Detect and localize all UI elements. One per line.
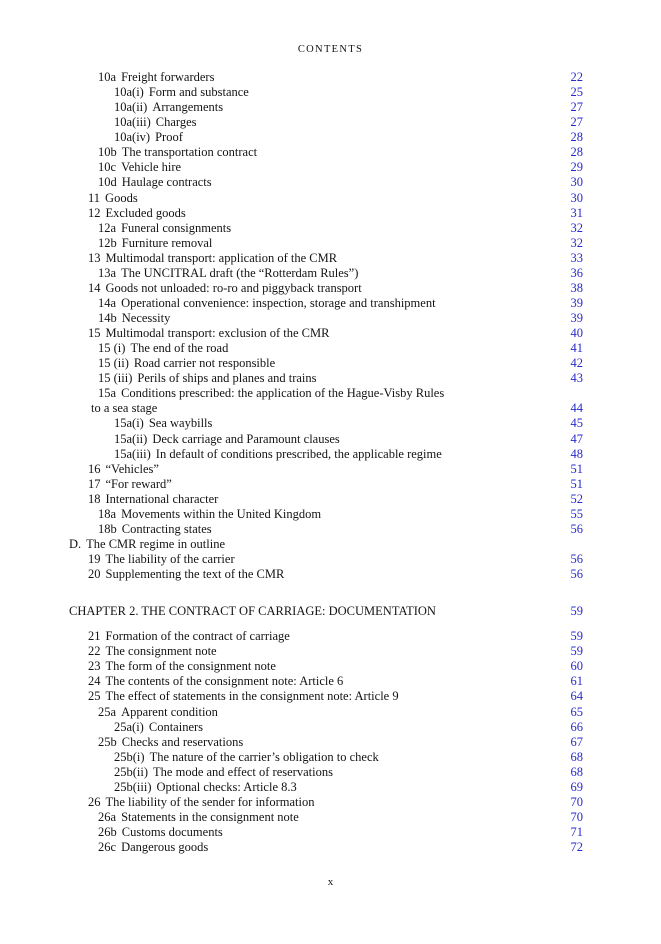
toc-page-link[interactable]: 68: [570, 764, 583, 779]
toc-entry-number: 25b: [98, 734, 117, 749]
toc-entry: [69, 386, 583, 401]
toc-page-link[interactable]: 29: [570, 160, 583, 175]
toc-entry: [69, 795, 583, 810]
toc-page-link[interactable]: 43: [570, 371, 583, 386]
toc-page-link[interactable]: 27: [570, 100, 583, 115]
toc-page-link[interactable]: 56: [570, 552, 583, 566]
toc-page-link[interactable]: 52: [570, 491, 583, 506]
toc-page-link[interactable]: 39: [570, 295, 583, 310]
toc-entry-text: [69, 537, 553, 552]
toc-entry: [69, 810, 583, 825]
toc-page-link[interactable]: 39: [570, 311, 583, 325]
toc-entry-text: [88, 552, 553, 567]
toc-page-link[interactable]: 32: [570, 220, 583, 235]
toc-entry-number: 10a(iii): [114, 115, 151, 130]
toc-entry-title: Funeral consignments: [121, 220, 232, 235]
toc-entry: [69, 281, 583, 296]
toc-entry-number: 10b: [98, 145, 117, 160]
toc-entry: [69, 432, 583, 447]
toc-entry: [69, 750, 583, 765]
toc-entry-title: The contents of the consignment note: Article 6: [105, 674, 344, 689]
toc-page-link[interactable]: 51: [570, 461, 583, 476]
toc-entry-title: The nature of the carrier’s obligation to check: [149, 749, 379, 764]
toc-entry-title: Statements in the consignment note: [121, 809, 299, 824]
toc-entry-number: 11: [88, 190, 101, 205]
footer-page-number: x: [327, 876, 334, 888]
toc-page-link[interactable]: 70: [570, 809, 583, 824]
toc-page-link[interactable]: 25: [570, 85, 583, 100]
toc-entry-text: [88, 191, 553, 206]
toc-entry-title: Movements within the United Kingdom: [121, 506, 322, 521]
toc-entry-title: to a sea stage: [91, 401, 158, 416]
toc-entry-text: [98, 522, 553, 537]
toc-entry: [69, 266, 583, 281]
toc-entry-text: [98, 296, 553, 311]
toc-entry: [69, 735, 583, 750]
toc-entry: [69, 206, 583, 221]
toc-entry: [69, 825, 583, 840]
toc-entry-number: 16: [88, 461, 101, 476]
toc-entry-number: 14b: [98, 311, 117, 325]
toc-entry-text: [114, 765, 553, 780]
toc-page-link[interactable]: 68: [570, 749, 583, 764]
toc-entry-text: [98, 236, 553, 251]
toc-page-link[interactable]: 28: [570, 145, 583, 160]
toc-entry: [69, 100, 583, 115]
toc-entry-text: [98, 221, 553, 236]
toc-entry-number: 10a(iv): [114, 130, 151, 145]
toc-page-link[interactable]: 36: [570, 265, 583, 280]
toc-entry-text: [88, 206, 553, 221]
toc-page-link[interactable]: 60: [570, 659, 583, 674]
toc-entry: [69, 251, 583, 266]
toc-entry-title: Containers: [148, 719, 204, 734]
toc-entry: [69, 236, 583, 251]
toc-page-link[interactable]: 59: [570, 604, 583, 619]
toc-entry: [69, 191, 583, 206]
toc-entry: [69, 765, 583, 780]
toc-page-link[interactable]: 27: [570, 115, 583, 130]
toc-entry: [69, 537, 583, 552]
toc-entry: [69, 160, 583, 175]
toc-entry-number: 17: [88, 476, 101, 491]
toc-entry-number: 22: [88, 644, 101, 659]
toc-entry-title: Perils of ships and planes and trains: [137, 371, 317, 386]
toc-entry-text: [98, 341, 553, 356]
toc-entry-number: 10a: [98, 70, 117, 84]
toc-entry: [69, 115, 583, 130]
toc-entry-number: 19: [88, 552, 101, 566]
toc-page-link[interactable]: 61: [570, 674, 583, 689]
toc-entry: [69, 447, 583, 462]
toc-entry: [69, 462, 583, 477]
toc-entry: [69, 145, 583, 160]
toc-entry-title: Furniture removal: [121, 235, 213, 250]
toc-entry: [69, 689, 583, 704]
toc-page-link[interactable]: 59: [570, 644, 583, 659]
contents-header: CONTENTS: [297, 44, 364, 55]
toc-entry-title: Freight forwarders: [121, 70, 215, 84]
toc-entry-number: 18b: [98, 521, 117, 536]
toc-entry: [69, 840, 583, 855]
toc-entry-text: [98, 840, 553, 855]
toc-entry-number: 25b(ii): [114, 764, 149, 779]
toc-entry-title: The CMR regime in outline: [86, 536, 226, 551]
toc-entry-text: [114, 780, 553, 795]
toc-entry: [69, 780, 583, 795]
toc-entry-number: 15a(i): [114, 416, 144, 431]
toc-entry-title: Road carrier not responsible: [133, 356, 276, 371]
toc-entry-number: 15: [88, 326, 101, 341]
toc-entry-number: 26a: [98, 809, 117, 824]
toc-page-link[interactable]: 38: [570, 280, 583, 295]
toc-entry-number: 12: [88, 205, 101, 220]
toc-entry-text: [88, 659, 553, 674]
toc-entry-number: 13a: [98, 265, 117, 280]
toc-entry: [69, 401, 583, 416]
toc-page-link[interactable]: 30: [570, 175, 583, 190]
toc-entry-text: [88, 644, 553, 659]
toc-entry-title: “Vehicles”: [105, 461, 159, 476]
toc-entry: [69, 507, 583, 522]
toc-entry-text: [114, 85, 553, 100]
toc-entry-title: “For reward”: [105, 476, 172, 491]
toc-page-link[interactable]: 32: [570, 235, 583, 250]
toc-entry-text: [114, 750, 553, 765]
toc-entry-text: [88, 689, 553, 704]
toc-entry: [69, 644, 583, 659]
toc-page-link[interactable]: 44: [570, 401, 583, 416]
toc-entry-text: [88, 462, 553, 477]
toc-entry-number: 24: [88, 674, 101, 689]
toc-entry-number: 15a: [98, 386, 117, 401]
toc-entry: [69, 175, 583, 190]
toc-entry-number: 26b: [98, 825, 117, 839]
toc-entry-text: [88, 674, 553, 689]
toc-entry: [69, 356, 583, 371]
toc-entry-title: The effect of statements in the consignment note: Article 9: [105, 689, 399, 704]
toc-entry-title: The form of the consignment note: [105, 659, 276, 674]
toc-entry-text: [98, 160, 553, 175]
toc-entry-text: [114, 416, 553, 431]
toc-entry-title: Arrangements: [152, 100, 224, 115]
toc-entry-text: [114, 720, 553, 735]
toc-entry: [69, 416, 583, 431]
toc-entry-number: 25: [88, 689, 101, 704]
toc-page-link[interactable]: 55: [570, 506, 583, 521]
toc-entry-title: CHAPTER 2. THE CONTRACT OF CARRIAGE: DOCUMENTATION: [69, 604, 436, 619]
toc-entry-title: The liability of the carrier: [105, 552, 235, 566]
toc-page-link[interactable]: 33: [570, 250, 583, 265]
toc-page-link[interactable]: 41: [570, 341, 583, 356]
toc-entry-text: [98, 266, 553, 281]
toc-entry-text: [98, 705, 553, 720]
toc-entry-title: Vehicle hire: [121, 160, 182, 175]
toc-entry: [69, 567, 583, 582]
toc-entry-title: The liability of the sender for information: [105, 794, 315, 809]
toc-entry-number: 18a: [98, 506, 117, 521]
toc-entry-number: D.: [69, 536, 82, 551]
toc-entry: [69, 674, 583, 689]
toc-entry-text: [98, 507, 553, 522]
toc-entry-number: 26: [88, 794, 101, 809]
toc-entry-text: [98, 356, 553, 371]
toc-page-link[interactable]: 51: [570, 476, 583, 491]
toc-entry: [69, 296, 583, 311]
toc-page-link[interactable]: 59: [570, 629, 583, 644]
toc-entry-text: [98, 311, 553, 326]
toc-entry-number: 25a(i): [114, 719, 144, 734]
toc-entry-text: [88, 326, 553, 341]
toc-entry-text: [114, 130, 553, 145]
toc-entry-title: Form and substance: [148, 85, 249, 100]
toc-entry: [69, 522, 583, 537]
toc-entry-number: 20: [88, 567, 101, 582]
toc-entry: [69, 705, 583, 720]
toc-entry-title: Charges: [155, 115, 197, 130]
toc-entry-number: 12a: [98, 220, 117, 235]
toc-entry-number: 10a(i): [114, 85, 144, 100]
toc-entry-title: The end of the road: [130, 341, 229, 356]
toc-entry: [69, 341, 583, 356]
toc-entry-number: 25b(i): [114, 749, 145, 764]
toc-entry-number: 23: [88, 659, 101, 674]
toc-page-link[interactable]: 30: [570, 190, 583, 205]
toc-entry-title: Formation of the contract of carriage: [105, 629, 290, 644]
toc-entry-text: [98, 386, 553, 401]
toc-entry-number: 25a: [98, 704, 117, 719]
toc-page-link[interactable]: 65: [570, 704, 583, 719]
toc-page-link[interactable]: 48: [570, 446, 583, 461]
toc-entry-number: 25b(iii): [114, 779, 152, 794]
toc-entry-number: 21: [88, 629, 101, 644]
toc-entry-title: The mode and effect of reservations: [153, 764, 333, 779]
toc-page-link[interactable]: 70: [570, 794, 583, 809]
toc-entry-text: [98, 735, 553, 750]
toc-entry-title: In default of conditions prescribed, the applicable regime: [155, 446, 442, 461]
toc-entry-title: The UNCITRAL draft (the “Rotterdam Rules”): [121, 265, 359, 280]
toc-entry-text: [98, 70, 553, 85]
toc-entry-number: 15 (i): [98, 341, 126, 356]
toc-entry: [69, 720, 583, 735]
toc-entry-title: Contracting states: [121, 521, 212, 536]
toc-entry-title: Checks and reservations: [121, 734, 244, 749]
toc-entry: [69, 492, 583, 507]
toc-entry-text: [98, 825, 553, 840]
toc-entry-text: [88, 281, 553, 296]
toc-entry-title: Conditions prescribed: the application of the Hague-Visby Rules: [121, 386, 445, 401]
toc-entry-number: 10c: [98, 160, 117, 175]
toc-entry-number: 10d: [98, 175, 117, 190]
toc-entry: [69, 659, 583, 674]
toc-entry: [69, 130, 583, 145]
toc-page-link[interactable]: 28: [570, 130, 583, 145]
toc-entry: [69, 70, 583, 85]
toc-entry-title: Customs documents: [121, 825, 223, 839]
toc-page-link[interactable]: 22: [570, 70, 583, 84]
toc-entry-number: 14a: [98, 295, 117, 310]
toc-entry-title: Necessity: [121, 311, 171, 325]
toc-entry-text: [88, 477, 553, 492]
toc-entry-text: [88, 492, 553, 507]
toc-entry-number: 15 (ii): [98, 356, 129, 371]
toc-entry-number: 12b: [98, 235, 117, 250]
toc-entry-text: [98, 371, 553, 386]
toc-entry-title: International character: [105, 491, 219, 506]
toc-entry-text: [69, 604, 553, 619]
toc-entry-title: Multimodal transport: application of the CMR: [105, 250, 338, 265]
toc-entry-text: [114, 432, 553, 447]
toc-page-link[interactable]: 66: [570, 719, 583, 734]
toc-entry-number: 26c: [98, 840, 117, 855]
toc-entry-text: [88, 795, 553, 810]
toc-entry-title: Dangerous goods: [121, 840, 209, 855]
toc-entry-text: [88, 251, 553, 266]
toc-entry: [69, 371, 583, 386]
toc-entry-title: Optional checks: Article 8.3: [156, 779, 297, 794]
toc-entry-title: Deck carriage and Paramount clauses: [152, 431, 340, 446]
toc-page-link[interactable]: 47: [570, 431, 583, 446]
toc-entry-number: 18: [88, 491, 101, 506]
toc-entry-title: Sea waybills: [148, 416, 213, 431]
toc-entry-title: Proof: [155, 130, 183, 145]
toc-entry: [69, 477, 583, 492]
toc-entry-title: Goods not unloaded: ro-ro and piggyback transport: [105, 280, 362, 295]
toc-entry: [69, 221, 583, 236]
toc-entry-text: [114, 100, 553, 115]
toc-list: [69, 70, 583, 855]
toc-entry: [69, 311, 583, 326]
toc-page-link[interactable]: 56: [570, 567, 583, 582]
toc-entry: [69, 604, 583, 619]
toc-entry-number: 15a(iii): [114, 446, 151, 461]
toc-entry-number: 10a(ii): [114, 100, 148, 115]
toc-entry-text: [91, 401, 553, 416]
toc-entry: [69, 326, 583, 341]
toc-page-link[interactable]: 56: [570, 521, 583, 536]
toc-page-link[interactable]: 31: [570, 205, 583, 220]
toc-entry-number: 15a(ii): [114, 431, 148, 446]
toc-page-link[interactable]: 71: [570, 825, 583, 839]
toc-entry-text: [98, 145, 553, 160]
toc-entry-title: Goods: [105, 190, 138, 205]
toc-entry-number: 14: [88, 280, 101, 295]
toc-entry-number: 15 (iii): [98, 371, 133, 386]
toc-page-link[interactable]: 40: [570, 326, 583, 341]
toc-entry-title: Apparent condition: [121, 704, 218, 719]
toc-page-link[interactable]: 67: [570, 734, 583, 749]
toc-page-link[interactable]: 69: [570, 779, 583, 794]
toc-entry-text: [88, 629, 553, 644]
toc-entry-number: 13: [88, 250, 101, 265]
toc-page-link[interactable]: 42: [570, 356, 583, 371]
toc-entry: [69, 552, 583, 567]
toc-entry-title: Operational convenience: inspection, storage and transhipment: [121, 295, 436, 310]
toc-entry-text: [98, 810, 553, 825]
toc-entry-text: [114, 115, 553, 130]
toc-entry: [69, 85, 583, 100]
toc-entry-text: [98, 175, 553, 190]
toc-page-link[interactable]: 45: [570, 416, 583, 431]
toc-page-link[interactable]: 64: [570, 689, 583, 704]
toc-entry-title: Excluded goods: [105, 205, 186, 220]
toc-entry-text: [114, 447, 553, 462]
toc-entry-title: The consignment note: [105, 644, 217, 659]
toc-entry-title: Haulage contracts: [121, 175, 212, 190]
toc-entry: [69, 629, 583, 644]
toc-entry-title: Supplementing the text of the CMR: [105, 567, 285, 582]
toc-entry-text: [88, 567, 553, 582]
toc-entry-title: The transportation contract: [121, 145, 258, 160]
toc-page-link[interactable]: 72: [570, 840, 583, 855]
toc-entry-title: Multimodal transport: exclusion of the CMR: [105, 326, 330, 341]
